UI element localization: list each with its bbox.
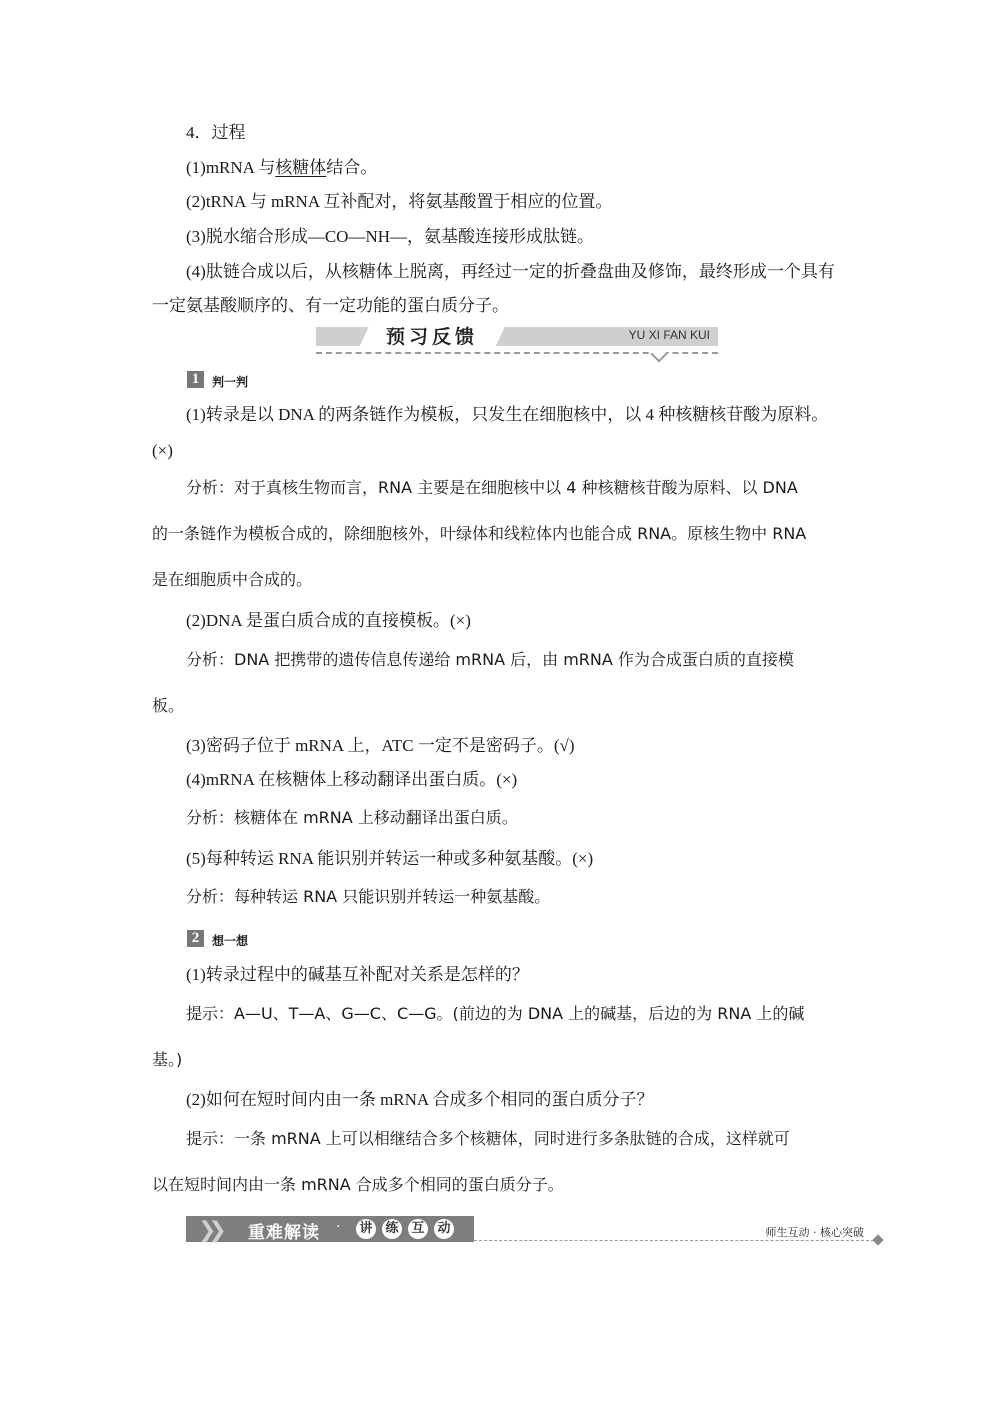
judge-q3: (3)密码子位于 mRNA 上，ATC 一定不是密码子。(√) (186, 736, 575, 755)
think-q1-hint: 提示：A—U、T—A、G—C、C—G。(前边的为 DNA 上的碱基，后边的为 RNA 上的碱 (186, 1004, 805, 1023)
text: (1)mRNA 与 (186, 158, 276, 177)
number-badge: 1 (187, 371, 204, 388)
judge-q1-analysis: 分析：对于真核生物而言，RNA 主要是在细胞核中以 4 种核糖核苷酸为原料、以 DNA (186, 478, 798, 497)
separator-dot: · (336, 1219, 341, 1235)
process-item-1 (186, 158, 377, 178)
judge-q5-analysis: 分析：每种转运 RNA 只能识别并转运一种氨基酸。 (186, 887, 551, 906)
judge-q1-analysis-cont: 是在细胞质中合成的。 (152, 570, 313, 589)
judge-q2-analysis-cont: 板。 (152, 696, 185, 715)
think-q2: (2)如何在短时间内由一条 mRNA 合成多个相同的蛋白质分子？ (186, 1090, 654, 1109)
text: 结合。 (326, 158, 378, 177)
process-item-2: (2)tRNA 与 mRNA 互补配对，将氨基酸置于相应的位置。 (186, 192, 613, 211)
judge-q2: (2)DNA 是蛋白质合成的直接模板。(×) (186, 611, 471, 630)
underlined-term: 核糖体 (275, 158, 327, 177)
judge-q1-mark: (×) (152, 441, 173, 460)
think-q1: (1)转录过程中的碱基互补配对关系是怎样的？ (186, 965, 529, 984)
judge-q4: (4)mRNA 在核糖体上移动翻译出蛋白质。(×) (186, 770, 518, 789)
subsection-label: 想一想 (212, 934, 249, 948)
section-subtitle: 师生互动 · 核心突破 (765, 1226, 864, 1239)
circle-char: 动 (434, 1219, 454, 1239)
judge-q4-analysis: 分析：核糖体在 mRNA 上移动翻译出蛋白质。 (186, 808, 518, 827)
section-title: 预习反馈 (372, 325, 492, 349)
judge-q1-analysis-cont: 的一条链作为模板合成的，除细胞核外，叶绿体和线粒体内也能合成 RNA。原核生物中 RNA (152, 524, 807, 543)
circle-char: 互 (408, 1219, 428, 1239)
think-q2-hint: 提示：一条 mRNA 上可以相继结合多个核糖体，同时进行多条肽链的合成，这样就可 (186, 1129, 790, 1148)
process-item-4: (4)肽链合成以后，从核糖体上脱离，再经过一定的折叠盘曲及修饰，最终形成一个具有 (186, 262, 835, 281)
process-heading: 4．过程 (186, 123, 246, 142)
header-box (186, 1216, 474, 1242)
number-badge: 2 (187, 930, 204, 947)
section-header-preview (316, 325, 718, 349)
circle-char: 讲 (356, 1219, 376, 1239)
think-q1-hint-cont: 基。) (152, 1050, 183, 1069)
process-item-3: (3)脱水缩合形成—CO—NH—，氨基酸连接形成肽链。 (186, 227, 594, 246)
judge-q2-analysis: 分析：DNA 把携带的遗传信息传递给 mRNA 后，由 mRNA 作为合成蛋白质的直接模 (186, 650, 794, 669)
diamond-icon (872, 1234, 883, 1245)
double-chevron-icon: ❯❯ (198, 1218, 219, 1243)
subsection-label: 判一判 (212, 375, 249, 389)
judge-q5: (5)每种转运 RNA 能识别并转运一种或多种氨基酸。(×) (186, 849, 594, 868)
section-header-key (186, 1216, 886, 1246)
process-item-4-cont: 一定氨基酸顺序的、有一定功能的蛋白质分子。 (152, 296, 509, 315)
chevron-down-icon (651, 346, 668, 363)
think-q2-hint-cont: 以在短时间内由一条 mRNA 合成多个相同的蛋白质分子。 (152, 1175, 564, 1194)
section-pinyin: YU XI FAN KUI (628, 328, 710, 342)
judge-q1: (1)转录是以 DNA 的两条链作为模板，只发生在细胞核中，以 4 种核糖核苷酸为原料。 (186, 405, 829, 424)
circle-char: 练 (382, 1219, 402, 1239)
section-title: 重难解读 (248, 1223, 320, 1243)
dashed-rule (474, 1240, 874, 1241)
